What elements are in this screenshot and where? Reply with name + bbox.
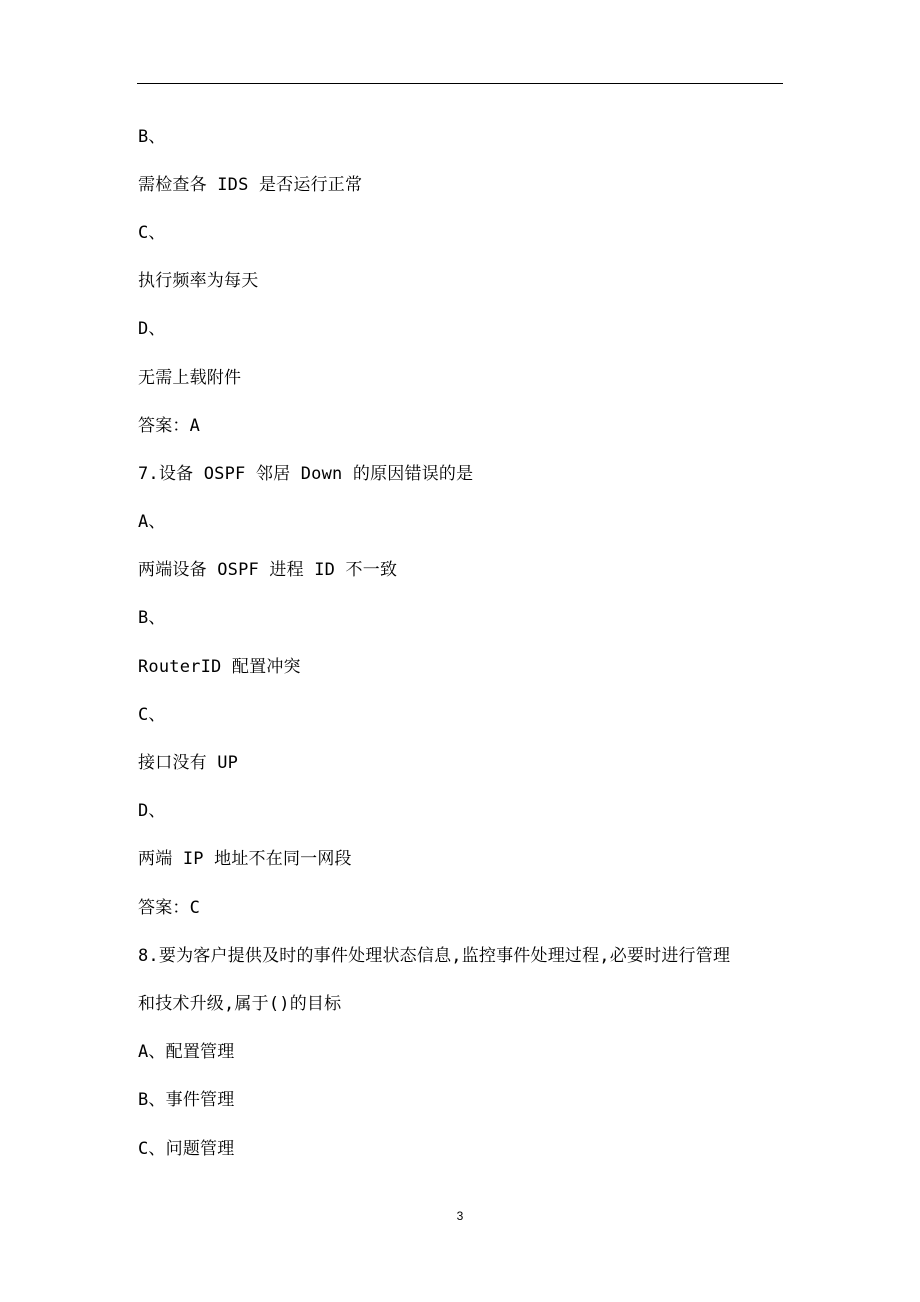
- option-a: A、配置管理: [138, 1042, 235, 1062]
- option-label-c: C、: [138, 705, 166, 725]
- page-number: 3: [456, 1209, 464, 1223]
- option-label-a: A、: [138, 512, 166, 532]
- answer-line: 答案：C: [138, 898, 201, 918]
- option-c: C、问题管理: [138, 1139, 235, 1159]
- question-8-line-2: 和技术升级,属于()的目标: [138, 994, 342, 1014]
- answer-line: 答案：A: [138, 416, 201, 436]
- option-b: B、事件管理: [138, 1090, 235, 1110]
- option-label-b: B、: [138, 127, 166, 147]
- option-text: 两端 IP 地址不在同一网段: [138, 849, 352, 869]
- option-text: 两端设备 OSPF 进程 ID 不一致: [138, 560, 398, 580]
- header-rule: [137, 83, 783, 84]
- option-text: 接口没有 UP: [138, 753, 239, 773]
- option-label-d: D、: [138, 319, 166, 339]
- option-text: RouterID 配置冲突: [138, 657, 301, 677]
- option-text: 需检查各 IDS 是否运行正常: [138, 175, 363, 195]
- option-label-b: B、: [138, 608, 166, 628]
- option-text: 执行频率为每天: [138, 271, 259, 291]
- question-7: 7.设备 OSPF 邻居 Down 的原因错误的是: [138, 464, 474, 484]
- question-8-line-1: 8.要为客户提供及时的事件处理状态信息,监控事件处理过程,必要时进行管理: [138, 946, 731, 966]
- option-label-c: C、: [138, 223, 166, 243]
- option-text: 无需上载附件: [138, 368, 242, 388]
- option-label-d: D、: [138, 801, 166, 821]
